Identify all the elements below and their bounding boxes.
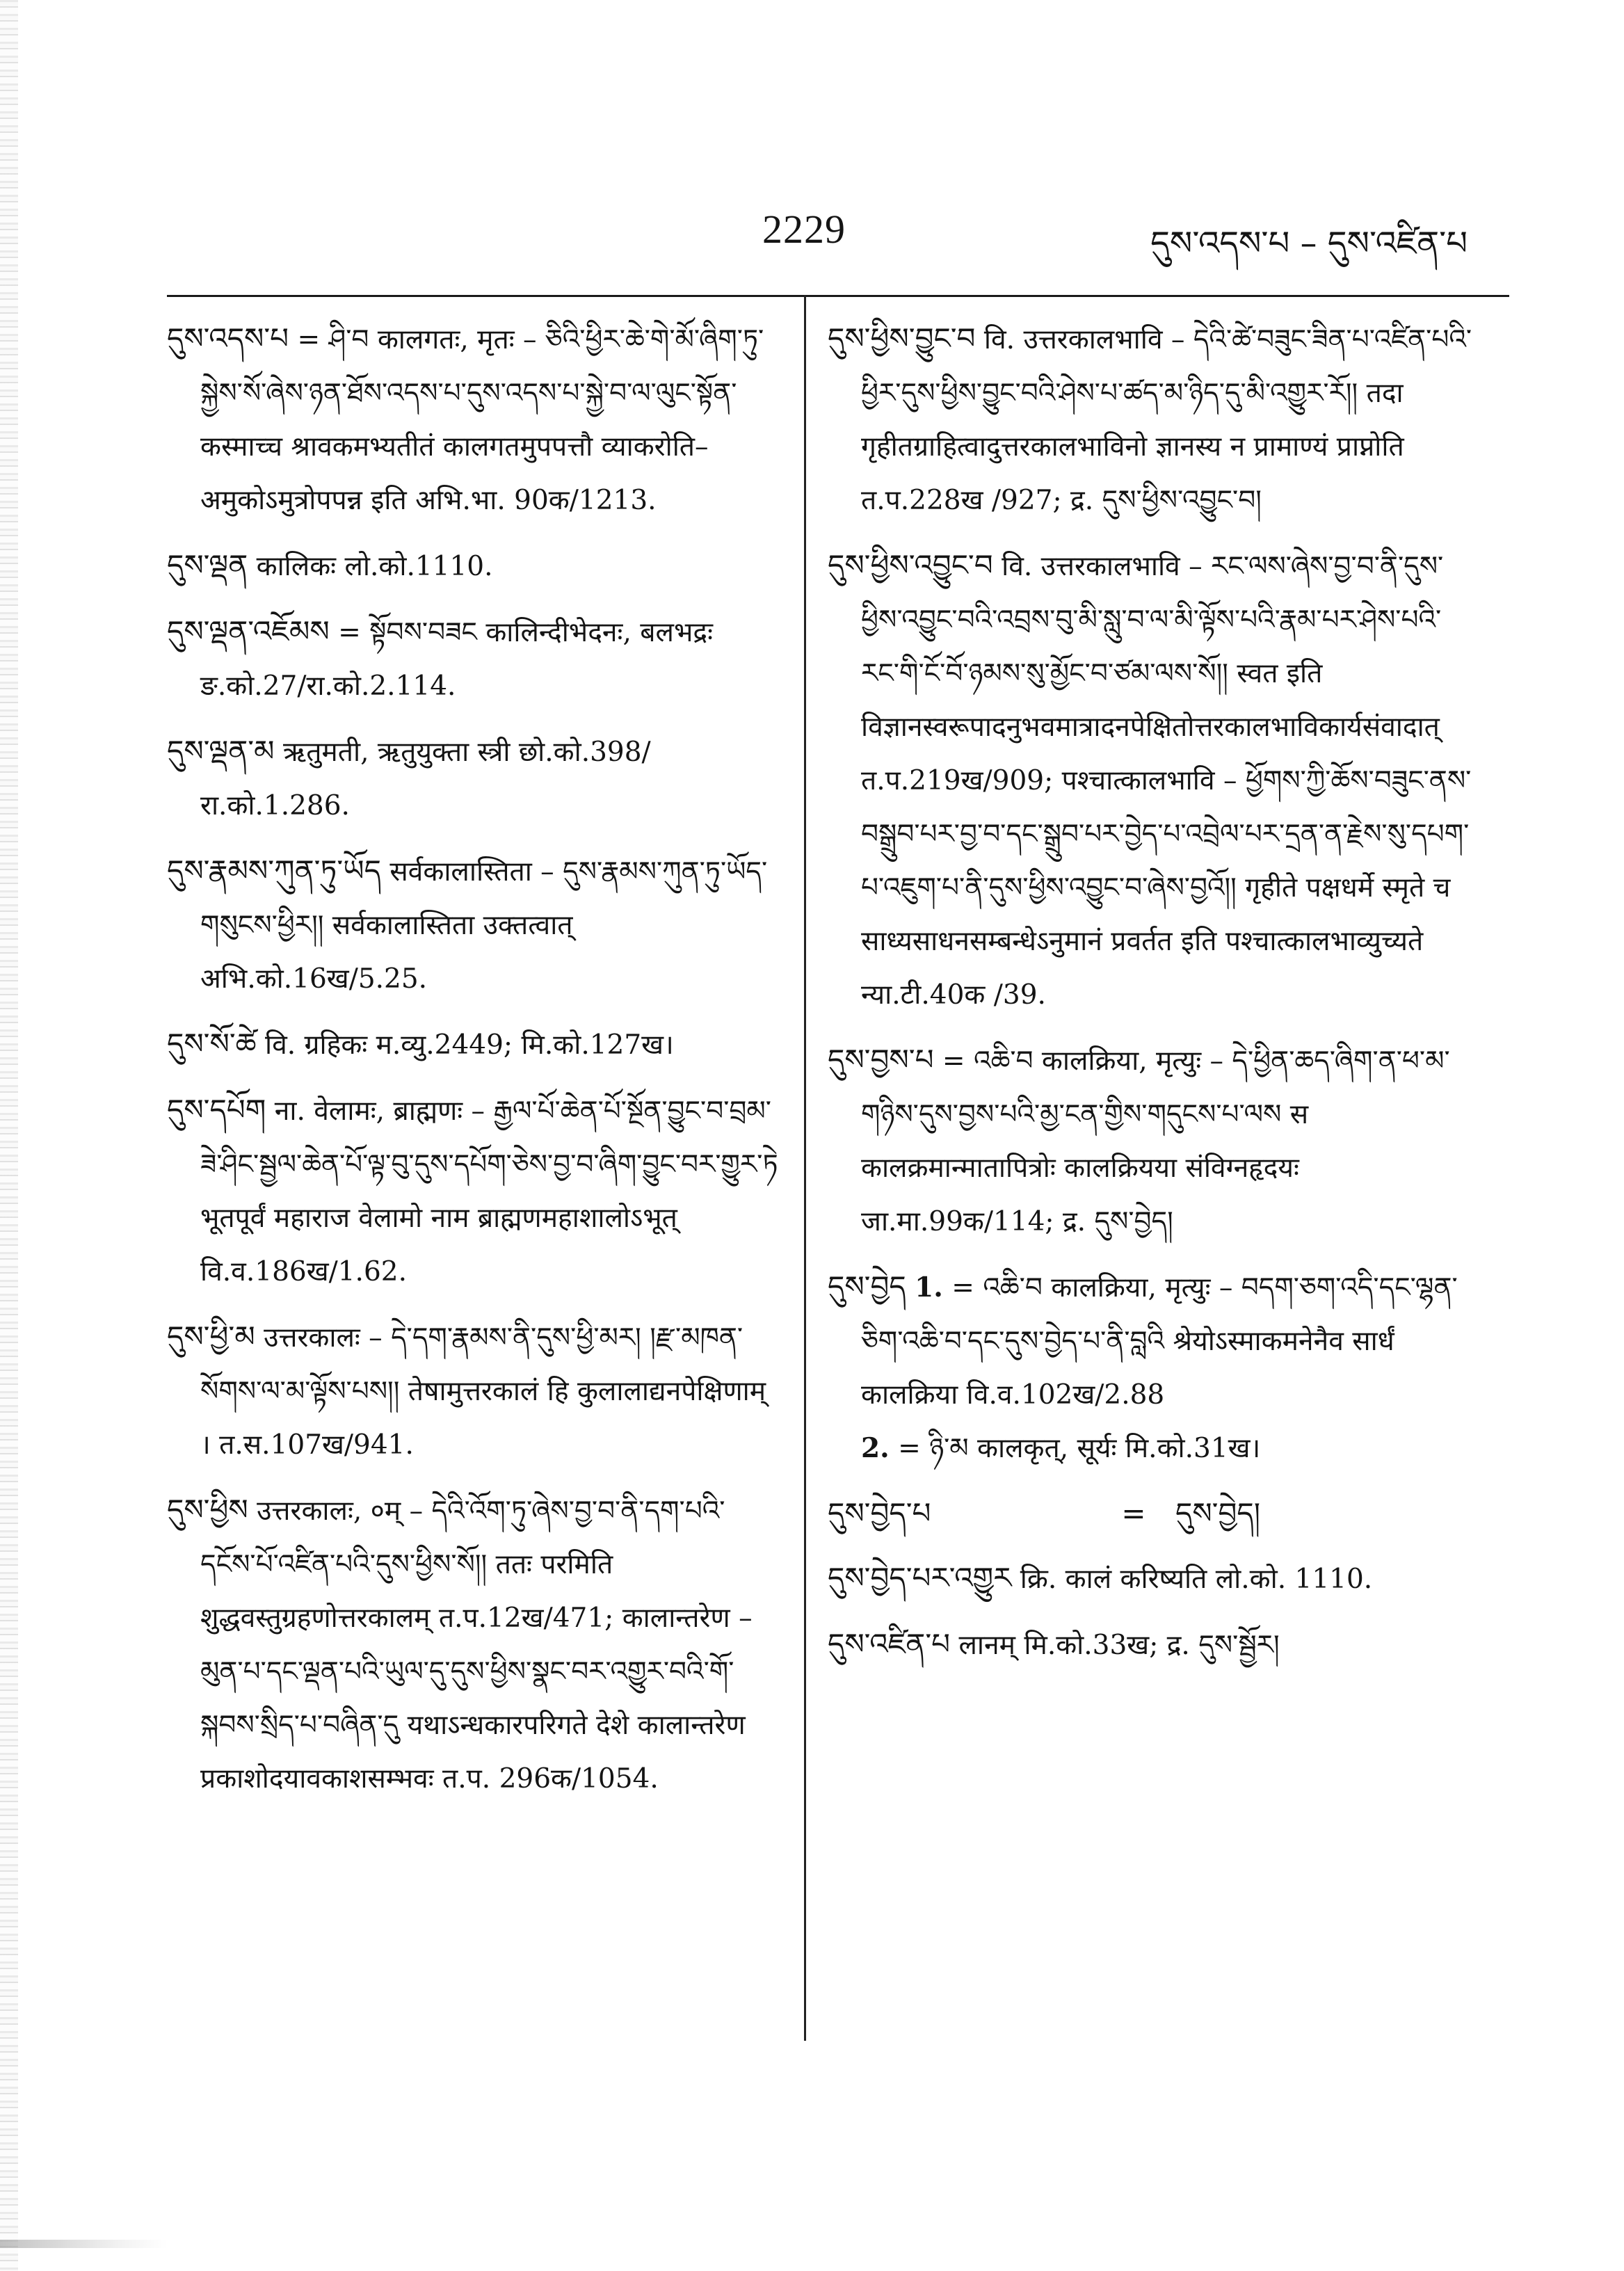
- right-column: [828, 312, 1474, 1683]
- entry-headword: དུས་ལྡན་མ: [167, 734, 275, 768]
- dictionary-entry: [828, 1033, 1474, 1249]
- entry-headword: དུས་ལྡན་འཇོམས: [167, 614, 330, 648]
- dictionary-entry: [167, 1483, 779, 1806]
- running-head: དུས་འདས་པ – དུས་འཛིན་པ: [1150, 224, 1468, 263]
- entry-headword: དུས་ལྡན: [167, 548, 248, 582]
- dictionary-entry: [167, 1310, 779, 1472]
- dictionary-entry: [167, 1083, 779, 1299]
- entry-headword: དུས་བྱས་པ: [828, 1043, 934, 1077]
- dictionary-entry: [167, 604, 779, 713]
- entry-definition: क्रि. कालं करिष्यति लो.को. 1110.: [1020, 1564, 1373, 1595]
- dictionary-entry: [828, 1617, 1474, 1672]
- entry-headword: དུས་ཕྱིས་འབྱུང་བ: [828, 548, 993, 582]
- entry-headword: དུས་འཛིན་པ: [828, 1627, 951, 1661]
- dictionary-entry: [828, 1551, 1474, 1606]
- dictionary-entry: [167, 538, 779, 593]
- entry-definition: लानम् मि.को.33ख; द्र. དུས་སྦྱོར།: [958, 1630, 1280, 1661]
- entry-headword: དུས་ཕྱི་མ: [167, 1319, 255, 1354]
- column-divider: [804, 295, 806, 2041]
- entry-definition: उत्तरकालः, ०म् – དེའི་འོག་ཏུ་ཞེས་བྱ་བ་ནི་དག་པའི་དངོས་པོ་འཛིན་པའི་དུས་ཕྱིས་སོ།། ततः परमिति शुद्धवस्तुग्रहणोत्तरकालम् त.प.12ख/471; कालान्तरेण – མུན་པ་དང་ལྡན་པའི་ཡུལ་དུ་དུས་ཕྱིས་སྣང་བར་འགྱུར་བའི་གོ་སྐབས་སྲིད་པ་བཞིན་དུ यथाऽन्धकारपरिगते देशे कालान्तरेण प्रकाशोदयावकाशसम्भवः त.प. 296क/1054.: [200, 1495, 753, 1795]
- entry-headword: དུས་སོ་ཚེ: [167, 1027, 257, 1061]
- scan-border: [0, 0, 18, 2271]
- cross-reference-entry: [828, 1486, 1474, 1540]
- sense-number: 1.: [915, 1271, 943, 1303]
- dictionary-entry: [828, 1260, 1474, 1475]
- cross-reference-target: དུས་བྱེད།: [1175, 1496, 1261, 1530]
- entry-definition: वि. उत्तरकालभावि – དེའི་ཚེ་བཟུང་ཟིན་པ་འཛིན་པའི་ཕྱིར་དུས་ཕྱིས་བྱུང་བའི་ཤེས་པ་ཚད་མ་ཉིད་དུ་མི་འགྱུར་རོ།། तदा गृहीतग्राहित्वादुत्तरकालभाविनो ज्ञानस्य न प्रामाण्यं प्राप्नोति त.प.228ख /927; द्र. དུས་ཕྱིས་འབྱུང་བ།: [861, 324, 1472, 516]
- entry-definition: = འཆི་བ कालक्रिया, मृत्युः – དེ་ཕྱིན་ཆད་ཞིག་ན་ཕ་མ་གཉིས་དུས་བྱས་པའི་མྱ་ངན་གྱིས་གདུངས་པ་ལས स कालक्रमान्मातापित्रोः कालक्रियया संविग्नहृदयः जा.मा.99क/114; द्र. དུས་བྱེད།: [861, 1045, 1450, 1237]
- entry-definition: सर्वकालास्तिता – དུས་རྣམས་ཀུན་ཏུ་ཡོད་གསུངས་ཕྱིར།། सर्वकालास्तिता उक्तत्वात् अभि.को.16ख/5.25.: [200, 856, 768, 995]
- dictionary-entry: [167, 312, 779, 527]
- dictionary-entry: [828, 538, 1474, 1022]
- entry-definition: ऋतुमती, ऋतुयुक्ता स्त्री छो.को.398/रा.को.1.286.: [200, 737, 651, 821]
- entry-headword: དུས་ཕྱིས་བྱུང་བ: [828, 321, 976, 355]
- scan-smudge: [0, 2240, 167, 2248]
- entry-definition: ना. वेलामः, ब्राह्मणः – རྒྱལ་པོ་ཆེན་པོ་སྔོན་བྱུང་བ་བྲམ་ཟེ་ཤིང་སྦྱལ་ཆེན་པོ་ལྟ་བུ་དུས་དཔོག་ཅེས་བྱ་བ་ཞིག་བྱུང་བར་གྱུར་ཏེ भूतपूर्वं महाराज वेलामो नाम ब्राह्मणमहाशालोऽभूत् वि.व.186ख/1.62.: [200, 1096, 778, 1287]
- entry-definition: कालिकः लो.को.1110.: [256, 551, 493, 582]
- header-rule: [167, 295, 1509, 297]
- entry-definition: उत्तरकालः – དེ་དག་རྣམས་ནི་དུས་ཕྱི་མར། །རྫ་མཁན་སོགས་ལ་མ་ལྟོས་པས།། तेषामुत्तरकालं हि कुलालाद्यनपेक्षिणाम् । त.स.107ख/941.: [200, 1322, 766, 1461]
- entry-headword: དུས་བྱེད: [828, 1269, 906, 1303]
- dictionary-entry: [828, 312, 1474, 527]
- entry-headword: དུས་འདས་པ: [167, 321, 289, 355]
- entry-definition: वि. उत्तरकालभावि – རང་ལས་ཞེས་བྱ་བ་ནི་དུས་ཕྱིས་འབྱུང་བའི་འབྲས་བུ་མི་སླུ་བ་ལ་མི་ལྟོས་པའི་རྣམ་པར་ཤེས་པའི་རང་གི་ངོ་བོ་ཉམས་སུ་མྱོང་བ་ཙམ་ལས་སོ།། स्वत इति विज्ञानस्वरूपादनुभवमात्रादनपेक्षितोत्तरकालभाविकार्यसंवादात् त.प.219ख/909; पश्चात्कालभावि – ཕྱོགས་ཀྱི་ཆོས་བཟུང་ནས་བསྒྲུབ་པར་བྱ་བ་དང་སྒྲུབ་པར་བྱེད་པ་འབྲེལ་པར་དྲན་ན་རྗེས་སུ་དཔག་པ་འཇུག་པ་ནི་དུས་ཕྱིས་འབྱུང་བ་ཞེས་བྱའོ།། गृहीते पक्षधर्मे स्मृते च साध्यसाधनसम्बन्धेऽनुमानं प्रवर्तत इति पश्चात्कालभाव्युच्यते न्या.टी.40क /39.: [861, 551, 1472, 1011]
- entry-definition: = སྟོབས་བཟང कालिन्दीभेदनः, बलभद्रः ङ.को.27/रा.को.2.114.: [200, 617, 713, 702]
- entry-headword: དུས་ཕྱིས: [167, 1493, 248, 1527]
- entry-headword: དུས་བྱེད་པར་འགྱུར: [828, 1561, 1012, 1595]
- equals-sign: =: [1121, 1496, 1146, 1530]
- entry-headword: དུས་དཔོག: [167, 1093, 266, 1127]
- entry-definition: वि. ग्रहिकः म.व्यु.2449; मि.को.127ख।: [264, 1029, 674, 1061]
- dictionary-entry: [167, 724, 779, 833]
- entry-headword: དུས་རྣམས་ཀུན་ཏུ་ཡོད: [167, 853, 381, 888]
- sense-number: 2.: [861, 1432, 890, 1464]
- entry-definition: = ཤི་བ कालगतः, मृतः – ཅིའི་ཕྱིར་ཆེ་གེ་མོ་ཞིག་ཏུ་སྐྱེས་སོ་ཞེས་ཉན་ཐོས་འདས་པ་དུས་འདས་པ་སྐྱེ་བ་ལ་ལུང་སྟོན་ कस्माच्च श्रावकमभ्यतीतं कालगतमुपपत्तौ व्याकरोति–अमुकोऽमुत्रोपपन्न इति अभि.भा. 90क/1213.: [200, 324, 764, 516]
- dictionary-entry: [167, 844, 779, 1006]
- entry-definition: = ཉི་མ कालकृत्, सूर्यः मि.को.31ख।: [898, 1433, 1261, 1464]
- entry-headword: དུས་བྱེད་པ: [828, 1496, 931, 1530]
- entry-definition: = འཆི་བ कालक्रिया, मृत्युः – བདག་ཅག་འདི་དང་ལྷན་ཅིག་འཆི་བ་དང་དུས་བྱེད་པ་ནི་བླའི श्रेयोऽस्माकमनेनैव सार्धं कालक्रिया वि.व.102ख/2.88: [861, 1272, 1458, 1411]
- dictionary-entry: [167, 1017, 779, 1072]
- left-column: [167, 312, 779, 1817]
- page-number: 2229: [762, 207, 846, 252]
